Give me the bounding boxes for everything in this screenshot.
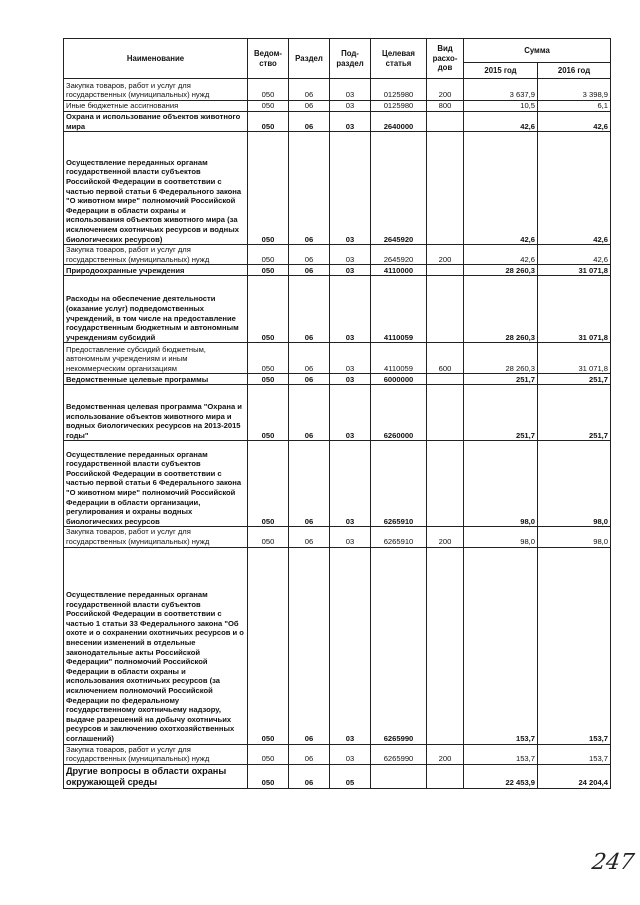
col-header-razdel: Раздел (289, 39, 330, 79)
cell-vedomstvo: 050 (248, 744, 289, 764)
cell-vid: 200 (427, 245, 464, 265)
cell-sum-2015: 251,7 (464, 385, 538, 441)
cell-vedomstvo: 050 (248, 276, 289, 343)
cell-vedomstvo: 050 (248, 265, 289, 276)
cell-vedomstvo: 050 (248, 79, 289, 101)
cell-sum-2016: 42,6 (538, 112, 611, 132)
col-header-vid: Вид расхо- дов (427, 39, 464, 79)
cell-razdel: 06 (289, 441, 330, 527)
budget-table (63, 38, 611, 789)
cell-celevaya: 4110000 (371, 265, 427, 276)
cell-podrazdel: 03 (330, 744, 371, 764)
table-row (64, 547, 611, 744)
page-number: 247 (590, 850, 636, 875)
cell-podrazdel: 05 (330, 764, 371, 788)
cell-vedomstvo: 050 (248, 547, 289, 744)
cell-name: Другие вопросы в области охраны окружающей среды (64, 764, 248, 788)
cell-podrazdel: 03 (330, 101, 371, 112)
cell-sum-2016: 6,1 (538, 101, 611, 112)
cell-razdel: 06 (289, 744, 330, 764)
cell-razdel: 06 (289, 764, 330, 788)
table-row (64, 385, 611, 441)
cell-vedomstvo: 050 (248, 441, 289, 527)
cell-celevaya: 2640000 (371, 112, 427, 132)
cell-sum-2015: 3 637,9 (464, 79, 538, 101)
cell-sum-2016: 251,7 (538, 374, 611, 385)
cell-name: Ведомственные целевые программы (64, 374, 248, 385)
cell-celevaya: 6265910 (371, 441, 427, 527)
cell-name: Осуществление переданных органам государственной власти субъектов Российской Федерации в соответствии с частью 1 статьи 33 Федерального закона "Об охоте и о сохранении охотничьих ресурсов и о внесении изменений в отдельные законодательные акты Российской Федерации" полномочий Российской Федерации в области охраны и использования охотничьих ресурсов (за исключением полномочий Российской Федерации по федеральному государственному охотничьему надзору, выдаче разрешений на добычу охотничьих ресурсов и заключению охотхозяйственных соглашений) (64, 547, 248, 744)
table-row (64, 343, 611, 374)
cell-razdel: 06 (289, 112, 330, 132)
cell-name: Закупка товаров, работ и услуг для государственных (муниципальных) нужд (64, 744, 248, 764)
cell-name: Охрана и использование объектов животного мира (64, 112, 248, 132)
cell-vedomstvo: 050 (248, 764, 289, 788)
cell-sum-2015: 42,6 (464, 112, 538, 132)
cell-vid: 200 (427, 527, 464, 547)
cell-sum-2015: 10,5 (464, 101, 538, 112)
cell-podrazdel: 03 (330, 112, 371, 132)
cell-celevaya: 2645920 (371, 245, 427, 265)
cell-vid (427, 276, 464, 343)
cell-vid: 200 (427, 79, 464, 101)
col-header-podrazdel: Под- раздел (330, 39, 371, 79)
cell-razdel: 06 (289, 265, 330, 276)
cell-vedomstvo: 050 (248, 385, 289, 441)
cell-vedomstvo: 050 (248, 132, 289, 245)
cell-celevaya: 6265990 (371, 744, 427, 764)
cell-podrazdel: 03 (330, 79, 371, 101)
cell-vedomstvo: 050 (248, 245, 289, 265)
cell-celevaya: 6265910 (371, 527, 427, 547)
cell-name: Иные бюджетные ассигнования (64, 101, 248, 112)
cell-celevaya: 4110059 (371, 276, 427, 343)
cell-podrazdel: 03 (330, 547, 371, 744)
table-row (64, 79, 611, 101)
cell-razdel: 06 (289, 132, 330, 245)
col-header-2015: 2015 год (464, 63, 538, 79)
table-row (64, 245, 611, 265)
cell-razdel: 06 (289, 101, 330, 112)
cell-podrazdel: 03 (330, 527, 371, 547)
table-row (64, 276, 611, 343)
cell-razdel: 06 (289, 343, 330, 374)
cell-podrazdel: 03 (330, 385, 371, 441)
cell-razdel: 06 (289, 385, 330, 441)
cell-sum-2016: 98,0 (538, 527, 611, 547)
cell-sum-2016: 3 398,9 (538, 79, 611, 101)
table-row (64, 132, 611, 245)
cell-razdel: 06 (289, 276, 330, 343)
cell-name: Закупка товаров, работ и услуг для государственных (муниципальных) нужд (64, 245, 248, 265)
cell-vedomstvo: 050 (248, 374, 289, 385)
table-row (64, 744, 611, 764)
cell-name: Предоставление субсидий бюджетным, автономным учреждениям и иным некоммерческим организациям (64, 343, 248, 374)
cell-podrazdel: 03 (330, 374, 371, 385)
cell-name: Закупка товаров, работ и услуг для государственных (муниципальных) нужд (64, 79, 248, 101)
cell-razdel: 06 (289, 245, 330, 265)
table-row (64, 112, 611, 132)
cell-sum-2016: 42,6 (538, 132, 611, 245)
cell-podrazdel: 03 (330, 265, 371, 276)
cell-sum-2016: 42,6 (538, 245, 611, 265)
cell-vedomstvo: 050 (248, 527, 289, 547)
cell-podrazdel: 03 (330, 343, 371, 374)
cell-sum-2015: 153,7 (464, 547, 538, 744)
cell-name: Закупка товаров, работ и услуг для государственных (муниципальных) нужд (64, 527, 248, 547)
cell-vid (427, 764, 464, 788)
col-header-name: Наименование (64, 39, 248, 79)
table-row (64, 441, 611, 527)
cell-sum-2016: 31 071,8 (538, 265, 611, 276)
cell-sum-2016: 153,7 (538, 547, 611, 744)
cell-sum-2015: 98,0 (464, 441, 538, 527)
cell-sum-2016: 153,7 (538, 744, 611, 764)
cell-sum-2016: 31 071,8 (538, 276, 611, 343)
cell-celevaya: 6265990 (371, 547, 427, 744)
table-row (64, 101, 611, 112)
cell-podrazdel: 03 (330, 132, 371, 245)
table-row (64, 265, 611, 276)
cell-sum-2015: 153,7 (464, 744, 538, 764)
cell-sum-2015: 98,0 (464, 527, 538, 547)
table-row (64, 374, 611, 385)
cell-name: Осуществление переданных органам государственной власти субъектов Российской Федерации в соответствии с частью первой статьи 6 Федерального закона "О животном мире" полномочий Российской Федерации в области охраны и использования объектов животного мира (за исключением охотничьих ресурсов и водных биологических ресурсов) (64, 132, 248, 245)
cell-sum-2015: 251,7 (464, 374, 538, 385)
table-row (64, 527, 611, 547)
cell-podrazdel: 03 (330, 245, 371, 265)
col-header-summa: Сумма (464, 39, 611, 63)
cell-vedomstvo: 050 (248, 112, 289, 132)
cell-sum-2015: 28 260,3 (464, 343, 538, 374)
cell-vid: 600 (427, 343, 464, 374)
cell-celevaya: 4110059 (371, 343, 427, 374)
cell-name: Ведомственная целевая программа "Охрана и использование объектов животного мира и водных биологических ресурсов на 2013-2015 годы" (64, 385, 248, 441)
cell-vid (427, 374, 464, 385)
cell-name: Осуществление переданных органам государственной власти субъектов Российской Федерации в соответствии с частью первой статьи 6 Федерального закона "О животном мире" полномочий Российской Федерации в области организации, регулирования и охраны водных биологических ресурсов (64, 441, 248, 527)
cell-sum-2015: 42,6 (464, 132, 538, 245)
cell-celevaya (371, 764, 427, 788)
cell-podrazdel: 03 (330, 441, 371, 527)
cell-sum-2015: 28 260,3 (464, 276, 538, 343)
cell-razdel: 06 (289, 79, 330, 101)
col-header-celevaya: Целевая статья (371, 39, 427, 79)
cell-vid (427, 441, 464, 527)
cell-celevaya: 6260000 (371, 385, 427, 441)
cell-sum-2016: 24 204,4 (538, 764, 611, 788)
cell-name: Расходы на обеспечение деятельности (оказание услуг) подведомственных учреждений, в том числе на предоставление государственным бюджетным и автономным учреждениям субсидий (64, 276, 248, 343)
cell-sum-2015: 22 453,9 (464, 764, 538, 788)
cell-vid (427, 132, 464, 245)
cell-celevaya: 0125980 (371, 79, 427, 101)
cell-vid: 800 (427, 101, 464, 112)
cell-vid (427, 547, 464, 744)
cell-sum-2016: 98,0 (538, 441, 611, 527)
table-row (64, 764, 611, 788)
cell-celevaya: 2645920 (371, 132, 427, 245)
col-header-vedomstvo: Ведом- ство (248, 39, 289, 79)
cell-vid: 200 (427, 744, 464, 764)
cell-razdel: 06 (289, 547, 330, 744)
col-header-2016: 2016 год (538, 63, 611, 79)
cell-sum-2015: 42,6 (464, 245, 538, 265)
cell-name: Природоохранные учреждения (64, 265, 248, 276)
cell-razdel: 06 (289, 374, 330, 385)
cell-sum-2016: 31 071,8 (538, 343, 611, 374)
cell-podrazdel: 03 (330, 276, 371, 343)
cell-vid (427, 265, 464, 276)
cell-vedomstvo: 050 (248, 343, 289, 374)
cell-vedomstvo: 050 (248, 101, 289, 112)
cell-vid (427, 112, 464, 132)
cell-razdel: 06 (289, 527, 330, 547)
cell-sum-2015: 28 260,3 (464, 265, 538, 276)
cell-sum-2016: 251,7 (538, 385, 611, 441)
cell-celevaya: 0125980 (371, 101, 427, 112)
cell-celevaya: 6000000 (371, 374, 427, 385)
cell-vid (427, 385, 464, 441)
